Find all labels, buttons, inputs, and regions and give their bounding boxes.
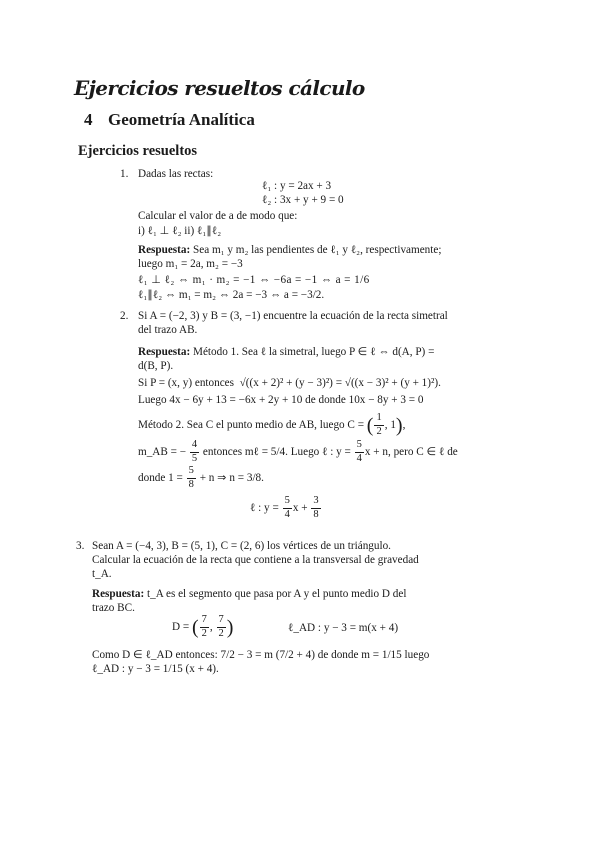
fraction-three-eighths: $\frac{3}{8}$ [313, 495, 319, 520]
method-2-text: Método 2. Sea C el punto medio de AB, luego C = [138, 419, 364, 431]
fraction-four-fifths: $\frac{4}{5}$ [191, 439, 198, 464]
slope-text: m_AB = − [138, 446, 187, 458]
exercise-2-statement-line1: Si A = (−2, 3) y B = (3, −1) encuentre la ecuación de la recta simetral [138, 310, 448, 322]
exercise-3-answer-line2: trazo BC. [92, 602, 135, 614]
fraction-five-fourths: $\frac{5}{4}$ [356, 439, 362, 464]
exercise-2-answer-line3 [138, 377, 441, 389]
answer-label: Respuesta: [138, 346, 191, 358]
exercise-1-cases: i) ℓ₁ ⊥ ℓ₂ ii) ℓ₁∥ℓ₂ [138, 225, 222, 237]
exercise-2-answer-line5: Método 2. Sea C el punto medio de AB, luego C = ( $\frac{1}{2}$ , 1), [138, 412, 406, 437]
exercise-2-answer-line1 [138, 345, 434, 358]
n-text: donde 1 = [138, 472, 183, 484]
eq-D-lhs: D = [172, 621, 190, 633]
exercise-1-answer-line4: ℓ₁∥ℓ₂ ⇔ m₁ = m₂ ⇔ 2a = −3 ⇔ a = −3/2. [138, 289, 325, 301]
final-lhs: ℓ : y = [250, 502, 279, 514]
fraction-seven-halves-2: $\frac{7}{2}$ [218, 614, 224, 639]
fraction-one-half: $\frac{1}{2}$ [376, 412, 382, 437]
exercise-3-statement-line3: t_A. [92, 568, 112, 580]
exercise-2-statement-line2: del trazo AB. [138, 324, 198, 336]
exercise-1-ask: Calcular el valor de a de modo que: [138, 210, 298, 222]
exercise-3-statement-line1: Sean A = (−4, 3), B = (5, 1), C = (2, 6) los vértices de un triángulo. [92, 540, 391, 552]
section-title: Geometría Analítica [108, 110, 255, 129]
exercise-3-answer-line1 [92, 588, 406, 600]
paren-close: ) [395, 414, 403, 437]
answer-text: Si P = (x, y) entonces [138, 377, 235, 389]
exercise-1-line1: ℓ₁ : y = 2ax + 3 [262, 180, 332, 192]
exercise-3-answer-line3: Como D ∈ ℓ_AD entonces: 7/2 − 3 = m (7/2 + 4) de donde m = 1/15 luego [92, 649, 430, 661]
answer-text: Método 1. Sea ℓ la simetral, luego P ∈ ℓ ⇔ d(A, P) = [193, 346, 435, 358]
paren-close: ) [226, 616, 234, 639]
answer-text: t_A es el segmento que pasa por A y el punto medio D del [147, 588, 407, 600]
exercise-1-line2: ℓ₂ : 3x + y + 9 = 0 [262, 194, 344, 206]
exercise-1-answer-line1 [138, 244, 441, 256]
answer-label: Respuesta: [138, 244, 191, 256]
slope-text-2: entonces mℓ = 5/4. Luego ℓ : y = [202, 446, 351, 458]
exercise-2-number: 2. [120, 310, 129, 322]
slope-text-3: x + n, pero C ∈ ℓ de [364, 446, 458, 458]
exercise-1-answer-line3: ℓ₁ ⊥ ℓ₂ ⇔ m₁ · m₂ = −1 ⇔ −6a = −1 ⇔ a = 1/6 [138, 274, 370, 286]
exercise-3-equation-line: ℓ_AD : y − 3 = m(x + 4) [288, 622, 399, 634]
distance-equation: √((x + 2)² + (y − 3)²) = √((x − 3)² + (y + 1)²). [239, 377, 441, 389]
exercise-3-number: 3. [76, 540, 85, 552]
section-number: 4 [84, 110, 93, 129]
document-title: Ejercicios resueltos cálculo [74, 76, 365, 100]
subsection-title: Ejercicios resueltos [78, 143, 198, 159]
exercise-2-answer-line7 [138, 466, 264, 490]
exercise-3-answer-line4: ℓ_AD : y − 3 = 1/15 (x + 4). [92, 663, 219, 675]
fraction-five-eighths: $\frac{5}{8}$ [188, 465, 194, 490]
exercise-1-answer-line2: luego m₁ = 2a, m₂ = −3 [138, 258, 243, 270]
answer-text: Sea m₁ y m₂ las pendientes de ℓ₁ y ℓ₂, respectivamente; [193, 244, 442, 256]
answer-label: Respuesta: [92, 588, 145, 600]
exercise-2-answer-line2: d(B, P). [138, 360, 174, 372]
fraction-seven-halves: $\frac{7}{2}$ [201, 614, 207, 639]
exercise-2-answer-line6 [138, 440, 458, 464]
fraction-five-fourths-final: $\frac{5}{4}$ [284, 495, 290, 520]
exercise-2-final-equation [250, 494, 322, 522]
exercise-1-statement: Dadas las rectas: [138, 168, 214, 180]
exercise-3-equation-D: D = ( $\frac{7}{2}$ , $\frac{7}{2}$ ) [172, 614, 234, 639]
exercise-3-statement-line2: Calcular la ecuación de la recta que contiene a la transversal de gravedad [92, 554, 419, 566]
final-mid: x + [292, 502, 308, 514]
exercise-2-answer-line4: Luego 4x − 6y + 13 = −6x + 2y + 10 de donde 10x − 8y + 3 = 0 [138, 394, 424, 406]
n-text-2: + n ⇒ n = 3/8. [199, 472, 264, 484]
paren-open: ( [191, 616, 199, 639]
exercise-1-number: 1. [120, 168, 129, 180]
paren-open: ( [366, 414, 374, 437]
